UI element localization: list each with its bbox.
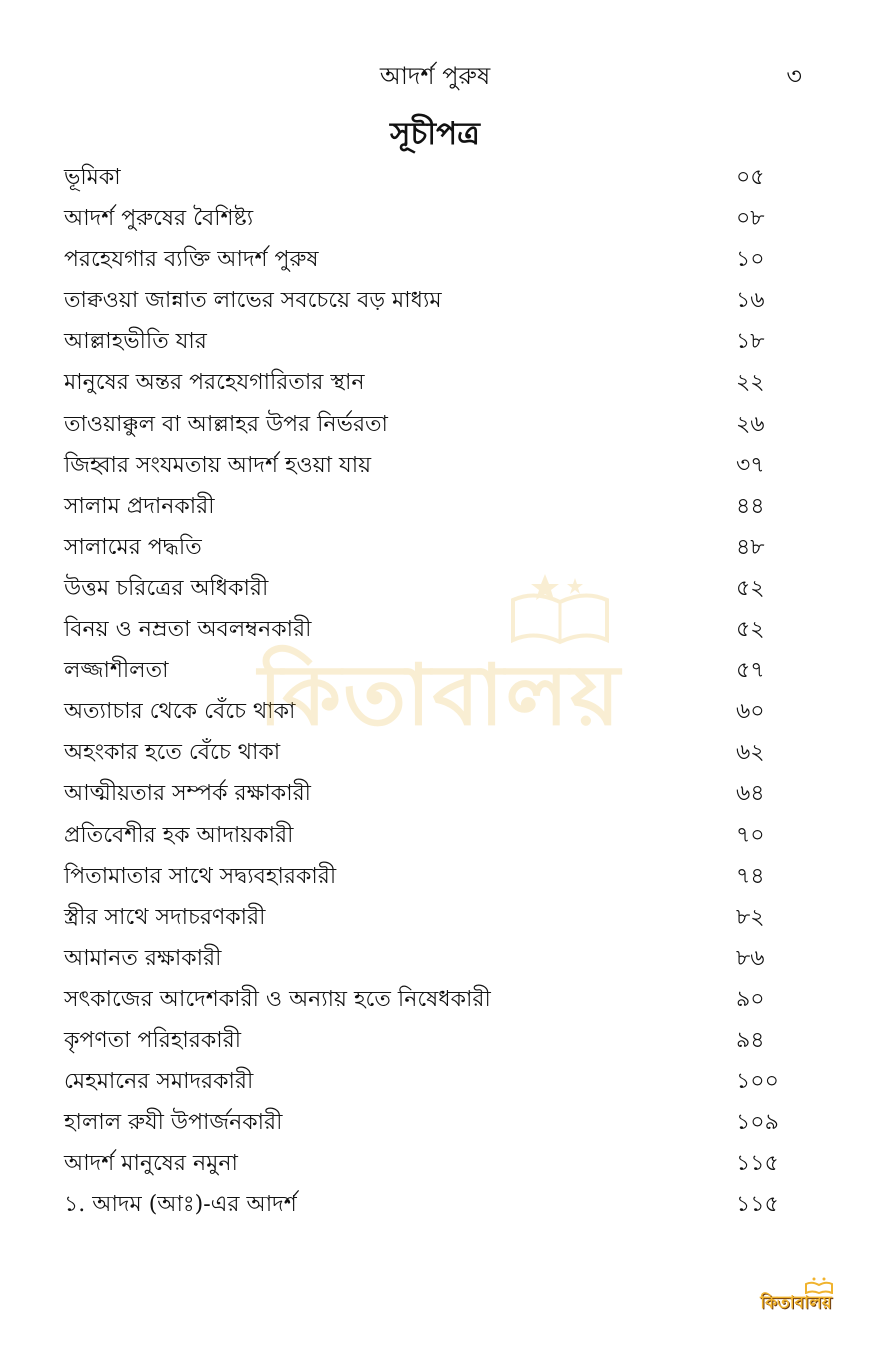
toc-entry [64, 527, 804, 568]
toc-entry-page: ১১৫ [736, 1151, 779, 1177]
toc-entry [64, 280, 804, 321]
watermark-text: কিতাবালয় [258, 646, 622, 744]
toc-entry-title: ভূমিকা [64, 165, 121, 190]
toc-entry [64, 239, 804, 280]
toc-entry-title: জিহ্বার সংযমতায় আদর্শ হওয়া যায় [64, 452, 372, 478]
toc-entry [64, 1143, 804, 1184]
toc-entry [64, 321, 804, 362]
toc-entry-page: ০৮ [736, 206, 765, 232]
toc-entry [64, 568, 804, 609]
toc-entry-page: ১০০ [736, 1069, 779, 1095]
toc-entry-page: ২২ [736, 370, 765, 396]
toc-entry [64, 1061, 804, 1102]
toc-entry [64, 773, 804, 814]
toc-entry-title: মেহমানের সমাদরকারী [64, 1069, 254, 1095]
toc-entry [64, 856, 804, 897]
toc-entry [64, 1184, 804, 1225]
page-number: ৩ [786, 62, 802, 90]
toc-heading: সূচীপত্র [390, 116, 480, 152]
toc-entry-title: মানুষের অন্তর পরহেযগারিতার স্থান [64, 370, 365, 396]
toc-entry-title: ১. আদম (আঃ)-এর আদর্শ [64, 1192, 297, 1218]
toc-entry-page: ৭৪ [736, 863, 765, 889]
toc-entry-page: ৪৪ [736, 493, 765, 519]
toc-entry [64, 445, 804, 486]
toc-entry [64, 157, 804, 198]
publisher-logo [756, 1276, 836, 1336]
toc-entry-page: ৫৭ [736, 658, 765, 684]
toc-entry-title: কৃপণতা পরিহারকারী [64, 1027, 242, 1053]
toc-entry-page: ৫২ [736, 575, 765, 601]
toc-entry-title: তাক্বওয়া জান্নাত লাভের সবচেয়ে বড় মাধ্যম [64, 288, 442, 314]
toc-entry-title: অহংকার হতে বেঁচে থাকা [64, 740, 281, 766]
toc-entry-page: ০৫ [736, 165, 765, 190]
toc-entry-title: হালাল রুযী উপার্জনকারী [64, 1110, 283, 1136]
toc-entry-page: ৩৭ [736, 452, 765, 478]
toc-entry-page: ৬৪ [736, 781, 765, 807]
toc-entry [64, 938, 804, 979]
toc-entry-title: স্ত্রীর সাথে সদাচরণকারী [64, 904, 266, 930]
toc-entry-title: সালামের পদ্ধতি [64, 534, 202, 560]
toc-entry [64, 362, 804, 403]
toc-entry [64, 691, 804, 732]
toc-entry-page: ৯৪ [736, 1027, 765, 1053]
toc-entry-page: ১৬ [736, 288, 765, 314]
toc-entry [64, 486, 804, 527]
toc-entry-page: ৮২ [736, 904, 765, 930]
toc-entry-title: আল্লাহভীতি যার [64, 329, 207, 355]
toc-entry-page: ১০ [736, 247, 765, 273]
page-header-title: আদর্শ পুরুষ [379, 62, 491, 90]
toc-entry-title: আত্মীয়তার সম্পর্ক রক্ষাকারী [64, 781, 311, 807]
toc-entry-title: লজ্জাশীলতা [64, 658, 169, 684]
logo-text: কিতাবালয় [760, 1293, 832, 1313]
toc-entry-page: ১১৫ [736, 1192, 779, 1218]
toc-entry-title: বিনয় ও নম্রতা অবলম্বনকারী [64, 617, 312, 643]
toc-entry [64, 650, 804, 691]
toc-entry [64, 1020, 804, 1061]
toc-entry [64, 979, 804, 1020]
toc-entry-title: সালাম প্রদানকারী [64, 493, 215, 519]
toc-entry-title: তাওয়াক্কুল বা আল্লাহর উপর নির্ভরতা [64, 411, 388, 437]
toc-entry-page: ৭০ [736, 822, 765, 848]
toc-entry-title: প্রতিবেশীর হক আদায়কারী [64, 822, 294, 848]
toc-entry [64, 198, 804, 239]
toc-entry [64, 815, 804, 856]
toc-entry-title: সৎকাজের আদেশকারী ও অন্যায় হতে নিষেধকারী [64, 986, 491, 1012]
toc-entry-page: ৬০ [736, 699, 765, 725]
toc-entry-page: ১০৯ [736, 1110, 779, 1136]
toc-entry [64, 732, 804, 773]
toc-list [64, 157, 804, 1225]
toc-entry-page: ৮৬ [736, 945, 765, 971]
toc-entry-page: ১৮ [736, 329, 765, 355]
toc-entry [64, 404, 804, 445]
toc-entry-title: আদর্শ মানুষের নমুনা [64, 1151, 238, 1177]
toc-entry-page: ২৬ [736, 411, 765, 437]
toc-entry [64, 1102, 804, 1143]
toc-entry-page: ৪৮ [736, 534, 765, 560]
toc-entry-title: আদর্শ পুরুষের বৈশিষ্ট্য [64, 206, 254, 232]
toc-entry [64, 897, 804, 938]
toc-entry [64, 609, 804, 650]
toc-entry-title: পিতামাতার সাথে সদ্ব্যবহারকারী [64, 863, 337, 889]
toc-entry-title: অত্যাচার থেকে বেঁচে থাকা [64, 699, 296, 725]
toc-entry-title: আমানত রক্ষাকারী [64, 945, 222, 971]
toc-entry-title: উত্তম চরিত্রের অধিকারী [64, 575, 269, 601]
toc-entry-page: ৫২ [736, 617, 765, 643]
toc-entry-page: ৬২ [736, 740, 765, 766]
toc-entry-page: ৯০ [736, 986, 765, 1012]
toc-entry-title: পরহেযগার ব্যক্তি আদর্শ পুরুষ [64, 247, 319, 273]
